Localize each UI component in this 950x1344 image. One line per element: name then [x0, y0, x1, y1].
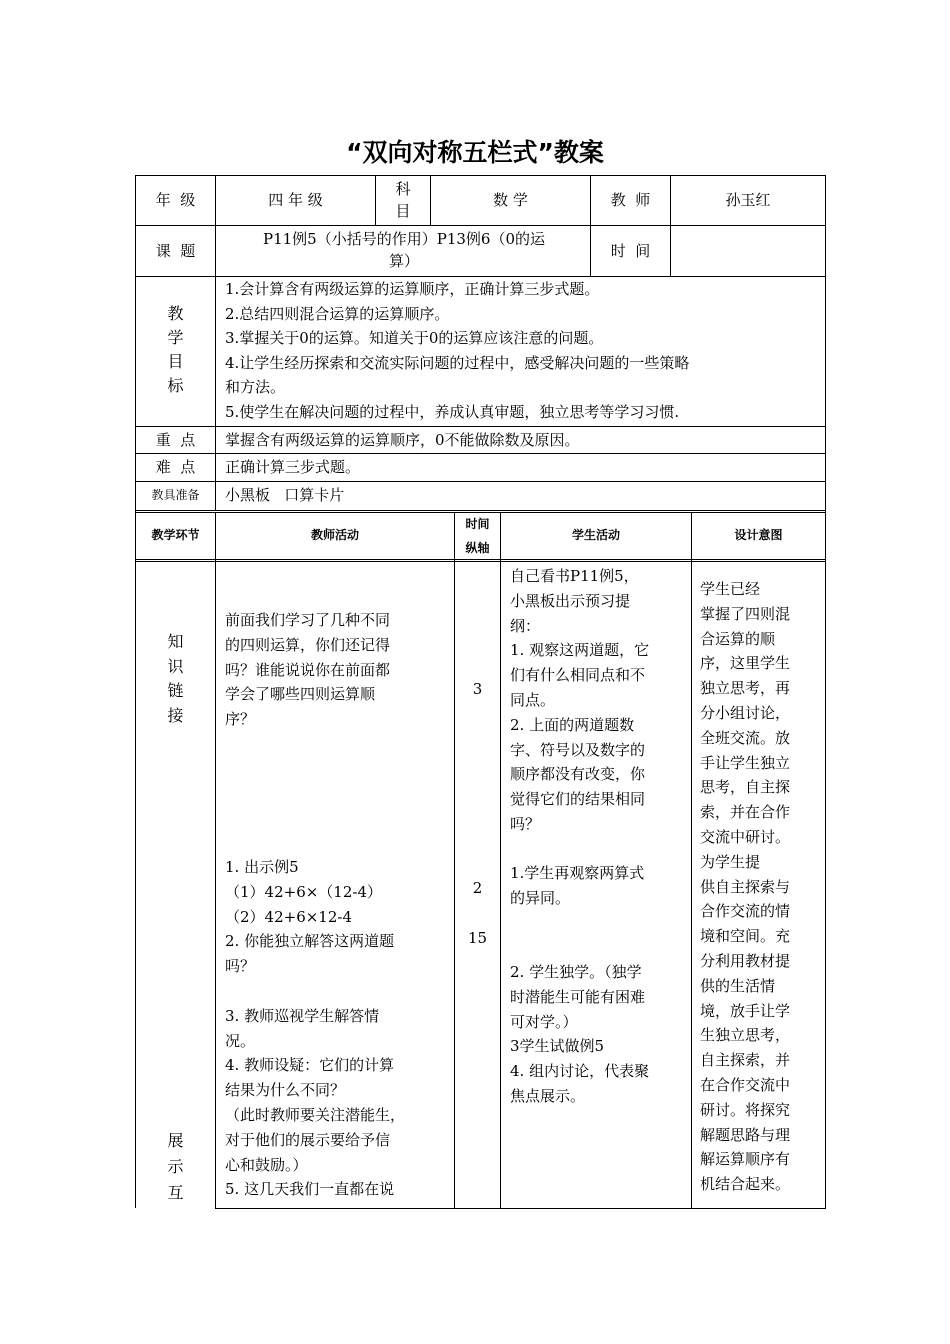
materials-value: 小黑板 口算卡片 [225, 486, 345, 504]
subject-value: 数 学 [493, 191, 528, 209]
difficulty-value: 正确计算三步式题。 [225, 458, 361, 476]
student-activity-2: 1.学生再观察两算式 的异同。 [510, 864, 645, 907]
key-label: 重 点 [155, 431, 196, 449]
row-line [135, 175, 826, 176]
design-intent-text: 学生已经 掌握了四则混 合运算的顺 序，这里学生 独立思考，再 分小组讨论， 全班交流。放 手让学生独立 思考，自主探 索，并在合作 交流中研讨。 为学生提 供自主探索与 合作交流的情 境和空间。充 分利用教材提 供的生活情 境，放手让学 生独立思考， 自主探索，并 在合作交流中 研讨。将探究 解题思路与理 解运算顺序有 机结合起来。 [700, 580, 791, 1194]
time-value-3: 15 [467, 929, 488, 947]
row-line [215, 1208, 826, 1209]
teacher-activity-1: 前面我们学习了几种不同 的四则运算，你们还记得 吗？谁能说说你在前面都 学会了哪些四则运算顺 序？ [225, 611, 391, 729]
section-display-interact: 展 示 互 [167, 1131, 184, 1202]
student-activity-3: 2. 学生独学。（独学 时潜能生可能有困难 可对学。） 3学生试做例5 4. 组内讨论，代表聚 焦点展示。 [510, 963, 650, 1105]
page-title: “双向对称五栏式”教案 [346, 138, 604, 167]
goals-text: 1.会计算含有两级运算的运算顺序，正确计算三步式题。 2.总结四则混合运算的运算顺序。 3.掌握关于0的运算。知道关于0的运算应该注意的问题。 4.让学生经历探索和交流实际问题的过程中，感受解决问题的一些策略 和方法。 5.使学生在解决问题的过程中，养成认真审题，独立思考等学习习惯. [225, 280, 690, 421]
time-value-1: 3 [472, 680, 483, 698]
materials-label: 教具准备 [151, 488, 200, 502]
difficulty-label: 难 点 [155, 458, 196, 476]
teacher-label: 教 师 [610, 191, 651, 209]
time-label: 时 间 [610, 242, 651, 260]
col-line [215, 512, 216, 1209]
row-line [135, 225, 826, 226]
table-border-right [825, 512, 826, 1209]
row-line [135, 561, 826, 562]
topic-label: 课 题 [155, 242, 196, 260]
key-value: 掌握含有两级运算的运算顺序，0不能做除数及原因。 [225, 431, 580, 449]
row-line [135, 426, 826, 427]
section-knowledge-link: 知 识 链 接 [167, 632, 184, 725]
teacher-activity-2: 1. 出示例5 （1）42+6×（12-4） （2）42+6×12-4 2. 你能独立解答这两道题 吗？ 3. 教师巡视学生解答情 况。 4. 教师设疑：它们的计算 结果为什么不同？ （此时教师要关注潜能生， 对于他们的展示要给予信 心和鼓励。） 5. 这几天我们一直都在说 [225, 858, 406, 1199]
student-activity-1: 自己看书P11例5， 小黑板出示预习提 纲： 1. 观察这两道题，它 们有什么相同点和不 同点。 2. 上面的两道题数 字、符号以及数字的 顺序都没有改变，你 觉得它们的结果相同 吗？ [510, 567, 650, 833]
table-border-left [135, 512, 136, 1208]
row-line [135, 453, 826, 454]
teacher-value: 孙玉红 [725, 191, 771, 209]
col-line [500, 512, 501, 1209]
header-teacher-activity: 教师活动 [310, 528, 359, 542]
grade-value: 四 年 级 [268, 191, 323, 209]
header-design-intent: 设计意图 [734, 528, 783, 542]
grade-label: 年 级 [155, 191, 196, 209]
header-student-activity: 学生活动 [571, 528, 620, 542]
col-line [691, 512, 692, 1209]
col-line [215, 175, 216, 511]
row-line [135, 510, 826, 511]
header-stage: 教学环节 [151, 528, 200, 542]
row-line [135, 481, 826, 482]
subject-label: 科 目 [395, 180, 411, 220]
goals-label: 教 学 目 标 [167, 304, 184, 395]
col-line [454, 512, 455, 1209]
topic-value: P11例5（小括号的作用）P13例6（0的运 算） [263, 230, 545, 270]
time-value-2: 2 [472, 879, 483, 897]
header-time-axis: 时间 纵轴 [465, 517, 490, 555]
